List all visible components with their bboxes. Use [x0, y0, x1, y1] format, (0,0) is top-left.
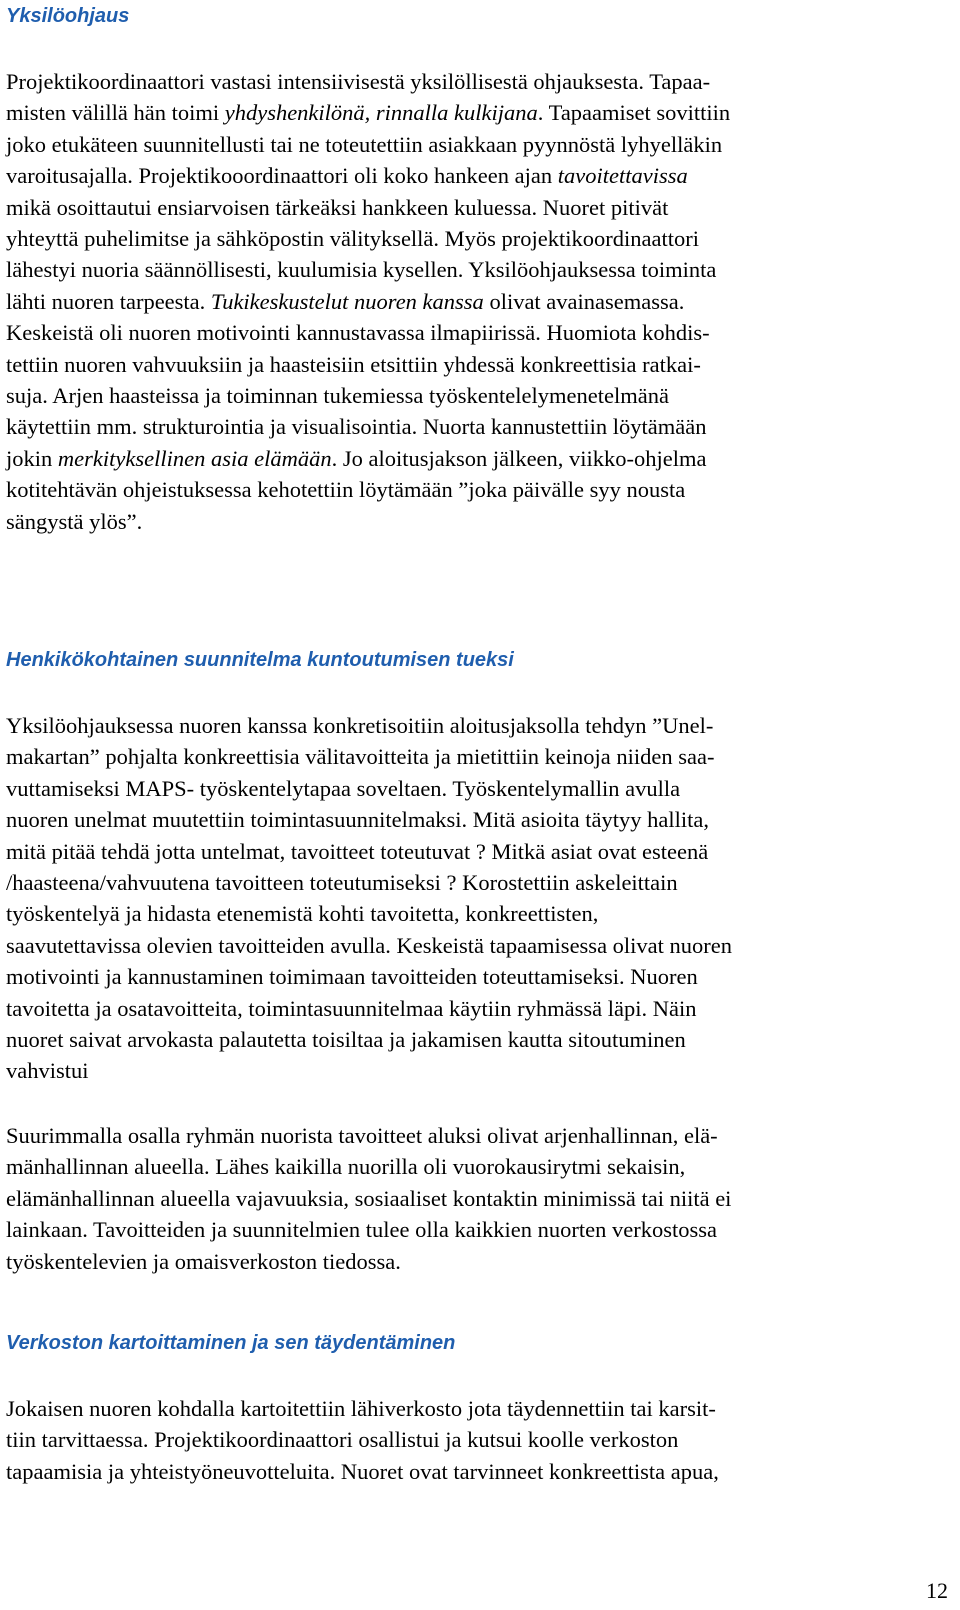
text-line: [6, 867, 936, 898]
text-segment: saavutettavissa olevien tavoitteiden avulla. Keskeistä tapaamisessa olivat nuoren: [6, 932, 733, 958]
emphasized-text: Tukikeskustelut nuoren kanssa: [210, 288, 484, 314]
text-line: [6, 804, 936, 835]
text-line: [6, 836, 936, 867]
text-line: [6, 961, 936, 992]
text-segment: mitä pitää tehdä jotta untelmat, tavoitteet toteutuvat ? Mitkä asiat ovat esteenä: [6, 838, 709, 864]
text-segment: lähestyi nuoria säännöllisesti, kuulumisia kysellen. Yksilöohjauksessa toiminta: [6, 257, 717, 283]
paragraph-verkosto: [6, 1393, 936, 1487]
text-line: [6, 1024, 936, 1055]
text-line: [6, 474, 936, 505]
text-line: [6, 1120, 936, 1151]
text-segment: vahvistui: [6, 1058, 89, 1084]
text-segment: mänhallinnan alueella. Lähes kaikilla nuorilla oli vuorokausirytmi sekaisin,: [6, 1154, 686, 1180]
text-line: [6, 443, 936, 474]
text-line: [6, 1246, 936, 1277]
text-line: [6, 1214, 936, 1245]
text-line: [6, 773, 936, 804]
text-line: [6, 286, 936, 317]
text-line: [6, 930, 936, 961]
text-segment: nuoret saivat arvokasta palautetta toisiltaa ja jakamisen kautta sitoutuminen: [6, 1027, 686, 1053]
text-segment: joko etukäteen suunnitellusti tai ne toteutettiin asiakkaan pyynnöstä lyhyelläkin: [6, 131, 723, 157]
text-segment: suja. Arjen haasteissa ja toiminnan tukemiessa työskentelelymenetelmänä: [6, 383, 669, 409]
text-segment: Yksilöohjauksessa nuoren kanssa konkretisoitiin aloitusjaksolla tehdyn ”Unel-: [6, 713, 714, 738]
text-segment: jokin: [6, 445, 58, 471]
paragraph-suunnitelma-1: [6, 710, 936, 1087]
text-line: [6, 411, 936, 442]
text-line: [6, 160, 936, 191]
text-segment: elämänhallinnan alueella vajavuuksia, sosiaaliset kontaktin minimissä tai niitä ei: [6, 1185, 732, 1211]
text-segment: varoitusajalla. Projektikooordinaattori oli koko hankeen ajan: [6, 163, 558, 189]
paragraph-yksiloohjaus: [6, 66, 936, 537]
emphasized-text: yhdyshenkilönä, rinnalla kulkijana: [224, 100, 538, 126]
text-segment: Keskeistä oli nuoren motivointi kannustavassa ilmapiirissä. Huomiota kohdis-: [6, 320, 710, 346]
emphasized-text: tavoitettavissa: [557, 163, 688, 189]
text-line: [6, 380, 936, 411]
text-line: [6, 129, 936, 160]
text-line: [6, 1151, 936, 1182]
text-segment: motivointi ja kannustaminen toimimaan tavoitteiden toteuttamiseksi. Nuoren: [6, 964, 698, 990]
text-segment: työskentelyä ja hidasta etenemistä kohti tavoitetta, konkreettisten,: [6, 901, 599, 927]
text-line: [6, 1183, 936, 1214]
text-segment: tettiin nuoren vahvuuksiin ja haasteisiin etsittiin yhdessä konkreettisia ratkai-: [6, 351, 701, 377]
page-number: 12: [926, 1578, 948, 1603]
section-heading-verkoston-kartoittaminen: Verkoston kartoittaminen ja sen täydentäminen: [6, 1332, 456, 1354]
text-segment: lainkaan. Tavoitteiden ja suunnitelmien tulee olla kaikkien nuorten verkostossa: [6, 1217, 717, 1243]
text-segment: /haasteena/vahvuutena tavoitteen toteutumiseksi ? Korostettiin askeleittain: [6, 870, 678, 896]
text-line: [6, 506, 936, 537]
text-segment: mikä osoittautui ensiarvoisen tärkeäksi hankkeen kuluessa. Nuoret pitivät: [6, 194, 669, 220]
text-segment: työskentelevien ja omaisverkoston tiedossa.: [6, 1248, 401, 1274]
text-segment: olivat avainasemassa.: [483, 288, 685, 314]
text-segment: . Tapaamiset sovittiin: [537, 100, 731, 126]
text-segment: vuttamiseksi MAPS- työskentelytapaa soveltaen. Työskentelymallin avulla: [6, 775, 681, 801]
text-line: [6, 192, 936, 223]
text-line: [6, 254, 936, 285]
text-segment: . Jo aloitusjakson jälkeen, viikko-ohjelma: [331, 445, 707, 471]
text-line: [6, 710, 936, 741]
text-line: [6, 66, 936, 97]
text-segment: nuoren unelmat muutettiin toimintasuunnitelmaksi. Mitä asioita täytyy hallita,: [6, 807, 710, 833]
text-line: [6, 1055, 936, 1086]
text-line: [6, 1393, 936, 1424]
text-segment: makartan” pohjalta konkreettisia välitavoitteita ja mietittiin keinoja niiden saa-: [6, 744, 715, 770]
text-segment: tiin tarvittaessa. Projektikoordinaattori osallistui ja kutsui koolle verkoston: [6, 1427, 679, 1453]
emphasized-text: merkityksellinen asia elämään: [57, 445, 332, 471]
text-line: [6, 993, 936, 1024]
section-heading-henkilokohtainen-suunnitelma: Henkikökohtainen suunnitelma kuntoutumisen tueksi: [6, 649, 514, 671]
text-segment: käytettiin mm. strukturointia ja visualisointia. Nuorta kannustettiin löytämään: [6, 414, 707, 440]
text-segment: tavoitetta ja osatavoitteita, toimintasuunnitelmaa käytiin ryhmässä läpi. Näin: [6, 995, 697, 1021]
paragraph-suunnitelma-2: [6, 1120, 936, 1277]
text-segment: tapaamisia ja yhteistyöneuvotteluita. Nuoret ovat tarvinneet konkreettista apua,: [6, 1458, 719, 1484]
text-segment: Jokaisen nuoren kohdalla kartoitettiin lähiverkosto jota täydennettiin tai karsit-: [6, 1396, 716, 1421]
section-heading-yksiloohjaus: Yksilöohjaus: [6, 5, 130, 27]
text-line: [6, 898, 936, 929]
text-segment: yhteyttä puhelimitse ja sähköpostin välityksellä. Myös projektikoordinaattori: [6, 226, 700, 252]
text-line: [6, 317, 936, 348]
text-line: [6, 223, 936, 254]
text-segment: kotitehtävän ohjeistuksessa kehotettiin löytämään ”joka päivälle syy nousta: [6, 477, 686, 503]
text-segment: lähti nuoren tarpeesta.: [6, 288, 211, 314]
text-line: [6, 1424, 936, 1455]
text-segment: sängystä ylös”.: [6, 508, 143, 534]
text-line: [6, 349, 936, 380]
text-line: [6, 741, 936, 772]
text-line: [6, 97, 936, 128]
text-segment: misten välillä hän toimi: [6, 100, 225, 126]
text-segment: Projektikoordinaattori vastasi intensiivisestä yksilöllisestä ohjauksesta. Tapaa-: [6, 69, 711, 94]
text-segment: Suurimmalla osalla ryhmän nuorista tavoitteet aluksi olivat arjenhallinnan, elä-: [6, 1123, 718, 1148]
text-line: [6, 1456, 936, 1487]
